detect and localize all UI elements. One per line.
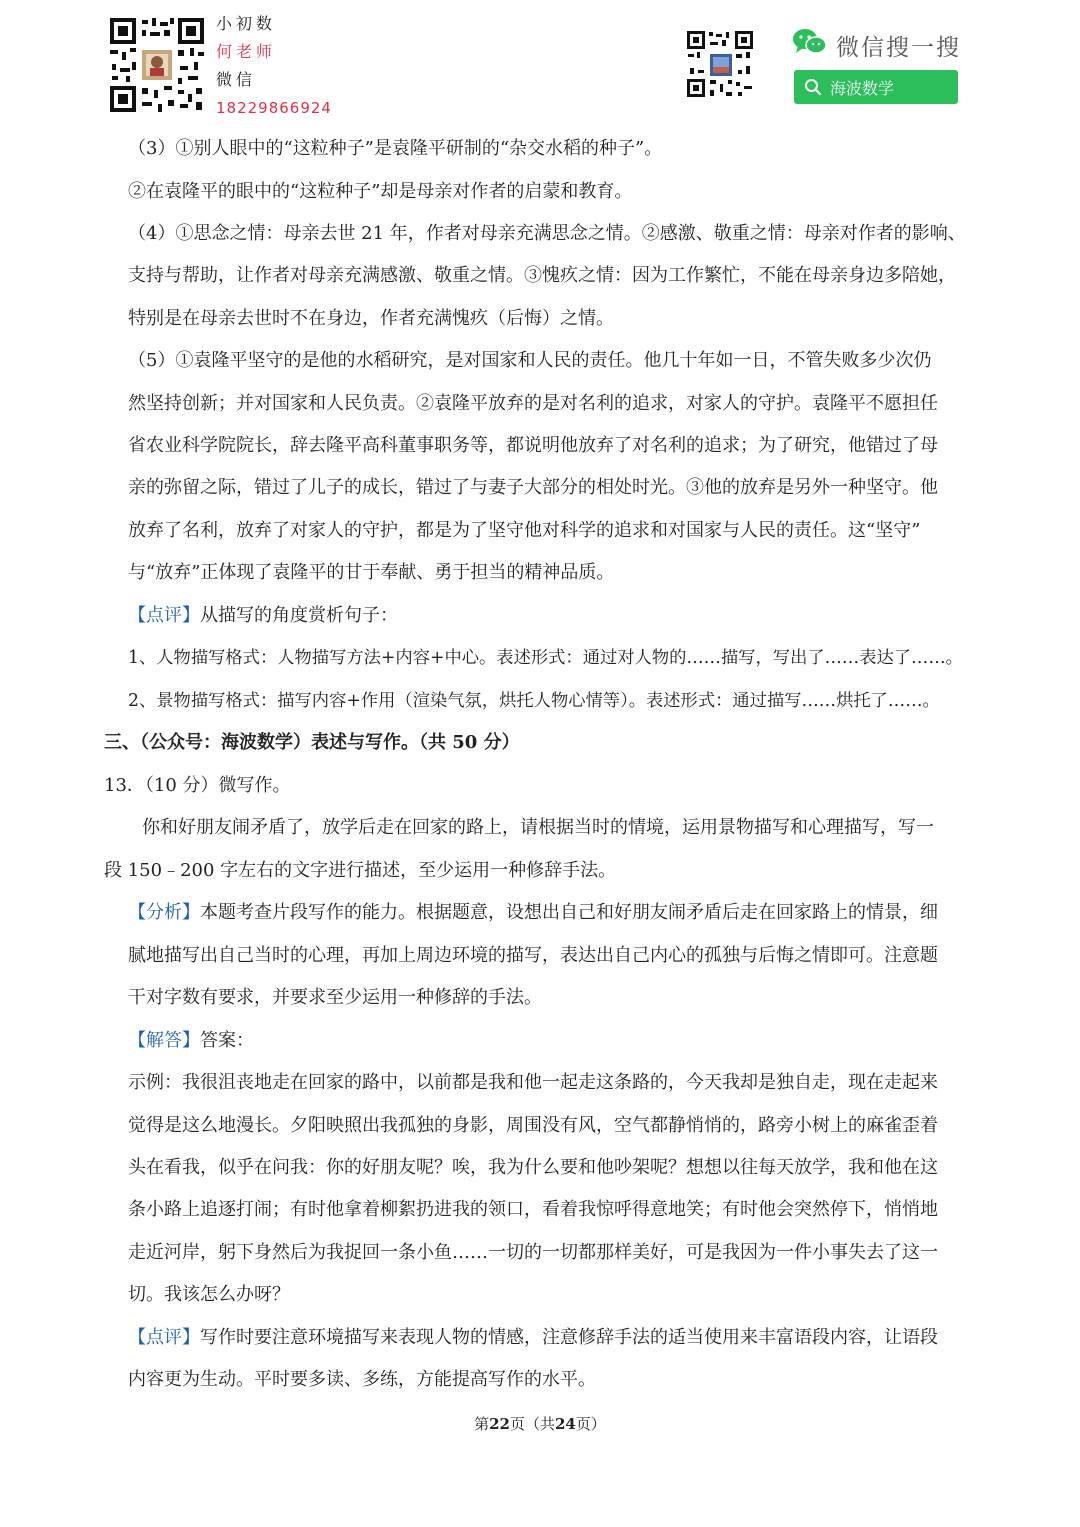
answer-4-line-1: （4）①思念之情：母亲去世 21 年，作者对母亲充满思念之情。②感激、敬重之情：母亲对作者的影响、 bbox=[128, 223, 966, 244]
review-text: 从描写的角度赏析句子： bbox=[200, 605, 398, 626]
footer-page-number: 22 bbox=[489, 1415, 510, 1433]
review-tag: 【点评】 bbox=[128, 605, 200, 626]
wechat-icon bbox=[792, 28, 828, 62]
answer-5-line-3: 省农业科学院院长，辞去隆平高科董事职务等，都说明他放弃了对名利的追求；为了研究，他错过了母 bbox=[128, 435, 938, 456]
wechat-search-button[interactable] bbox=[794, 70, 958, 104]
example-line-5: 走近河岸，躬下身然后为我捉回一条小鱼……一切的一切都那样美好，可是我因为一件小事失去了这一 bbox=[128, 1242, 938, 1263]
footer-total-pages: 24 bbox=[555, 1415, 576, 1433]
example-line-3: 头在看我，似乎在问我：你的好朋友呢？唉，我为什么要和他吵架呢？想想以往每天放学，我和他在这 bbox=[128, 1157, 938, 1178]
contact-line: 微信 bbox=[216, 70, 257, 89]
example-line-6: 切。我该怎么办呀？ bbox=[128, 1284, 290, 1305]
contact-phone: 18229866924 bbox=[216, 99, 332, 117]
question-13-line-2: 段 150﹣200 字左右的文字进行描述，至少运用一种修辞手法。 bbox=[104, 860, 617, 881]
answer-text: 答案： bbox=[200, 1030, 254, 1051]
analysis-line-1 bbox=[128, 892, 938, 935]
answer-5-line-6: 与“放弃”正体现了袁隆平的甘于奉献、勇于担当的精神品质。 bbox=[128, 562, 615, 583]
footer-suffix: 页） bbox=[575, 1415, 606, 1433]
review-2-line-2: 内容更为生动。平时要多读、多练，方能提高写作的水平。 bbox=[128, 1369, 596, 1390]
example-line-2: 觉得是这么地漫长。夕阳映照出我孤独的身影，周围没有风，空气都静悄悄的，路旁小树上的麻雀歪着 bbox=[128, 1115, 938, 1136]
wechat-search-title bbox=[792, 28, 961, 62]
contact-line: 小初数 bbox=[216, 14, 277, 33]
review-2-line-1 bbox=[128, 1317, 938, 1360]
answer-4-line-2: 支持与帮助，让作者对母亲充满感激、敬重之情。③愧疚之情：因为工作繁忙，不能在母亲身边多陪她， bbox=[128, 265, 956, 286]
answer-5-line-4: 亲的弥留之际，错过了儿子的成长，错过了与妻子大部分的相处时光。③他的放弃是另外一种坚守。他 bbox=[128, 477, 938, 498]
analysis-text: 本题考查片段写作的能力。根据题意，设想出自己和好朋友闹矛盾后走在回家路上的情景，细 bbox=[200, 902, 938, 923]
qr-code-icon bbox=[686, 30, 754, 98]
answer-4-line-3: 特别是在母亲去世时不在身边，作者充满愧疚（后悔）之情。 bbox=[128, 308, 614, 329]
footer-prefix: 第 bbox=[474, 1415, 490, 1433]
contact-info bbox=[216, 10, 332, 122]
analysis-line-3: 干对字数有要求，并要求至少运用一种修辞的手法。 bbox=[128, 987, 542, 1008]
wechat-title-text: 微信搜一搜 bbox=[836, 34, 961, 61]
example-line-4: 条小路上追逐打闹；有时他拿着柳絮扔进我的领口，看着我惊呼得意地笑；有时他会突然停下，悄悄地 bbox=[128, 1199, 938, 1220]
page-footer bbox=[0, 1413, 1080, 1434]
qr-code-contact bbox=[108, 16, 206, 114]
analysis-line-2: 腻地描写出自己当时的心理，再加上周边环境的描写，表达出自己内心的孤独与后悔之情即可。注意题 bbox=[128, 945, 938, 966]
answer-5-line-1: （5）①袁隆平坚守的是他的水稻研究，是对国家和人民的责任。他几十年如一日，不管失败多少次仍 bbox=[128, 350, 932, 371]
example-line-1: 示例：我很沮丧地走在回家的路中，以前都是我和他一起走这条路的，今天我却是独自走，现在走起来 bbox=[128, 1072, 938, 1093]
review-tag: 【点评】 bbox=[128, 1327, 200, 1348]
review-1-item-1: 1、人物描写格式：人物描写方法+内容+中心。表述形式：通过对人物的……描写，写出了……表达了……。 bbox=[128, 648, 963, 668]
review-text: 写作时要注意环境描写来表现人物的情感，注意修辞手法的适当使用来丰富语段内容，让语段 bbox=[200, 1327, 938, 1348]
answer-5-line-5: 放弃了名利，放弃了对家人的守护，都是为了坚守他对科学的追求和对国家与人民的责任。这“坚守” bbox=[128, 520, 921, 541]
contact-line: 何老师 bbox=[216, 42, 277, 61]
review-1-item-2: 2、景物描写格式：描写内容+作用（渲染气氛，烘托人物心情等）。表述形式：通过描写……烘托了……。 bbox=[128, 691, 940, 711]
qr-code-wechat bbox=[686, 30, 754, 98]
analysis-tag: 【分析】 bbox=[128, 902, 200, 923]
question-13-line-1: 你和好朋友闹矛盾了，放学后走在回家的路上，请根据当时的情境，运用景物描写和心理描写，写一 bbox=[142, 817, 934, 838]
answer-3-line-1: （3）①别人眼中的“这粒种子”是袁隆平研制的“杂交水稻的种子”。 bbox=[128, 138, 663, 159]
answer-5-line-2: 然坚持创新；并对国家和人民负责。②袁隆平放弃的是对名利的追求，对家人的守护。袁隆平不愿担任 bbox=[128, 393, 938, 414]
section-3-heading: 三、（公众号：海波数学）表述与写作。（共 50 分） bbox=[104, 732, 520, 753]
review-1 bbox=[128, 595, 398, 638]
wechat-search-label: 海波数学 bbox=[830, 78, 895, 98]
answer-line bbox=[128, 1020, 254, 1063]
answer-3-line-2: ②在袁隆平的眼中的“这粒种子”却是母亲对作者的启蒙和教育。 bbox=[128, 181, 633, 202]
footer-middle: 页（共 bbox=[509, 1415, 555, 1433]
question-13-title: 13．（10 分）微写作。 bbox=[104, 775, 291, 796]
qr-code-icon bbox=[108, 16, 206, 114]
answer-tag: 【解答】 bbox=[128, 1030, 200, 1051]
search-icon bbox=[804, 78, 822, 96]
